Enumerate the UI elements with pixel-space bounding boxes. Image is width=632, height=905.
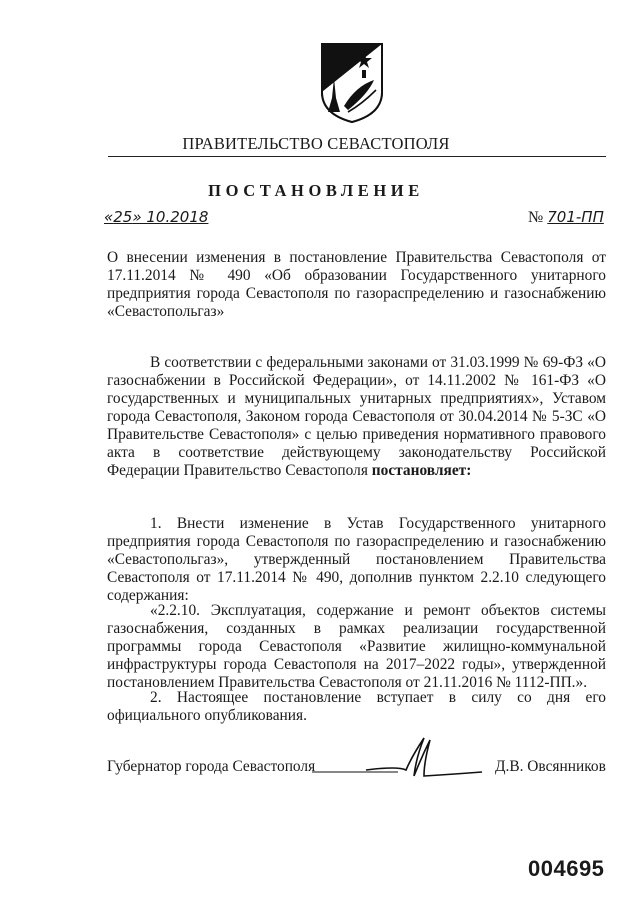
document-type: ПОСТАНОВЛЕНИЕ	[208, 181, 424, 200]
serial-number: 004695	[528, 856, 605, 881]
document-subject: О внесении изменения в постановление Правительства Севастополя от 17.11.2014 № 490 «Об образовании Государственного унитарного предприятия города Севастополя по газораспределению и газоснабжению «Севастопольгаз»	[107, 249, 606, 320]
preamble-resolves: постановляет:	[371, 462, 472, 479]
item-2: 2. Настоящее постановление вступает в силу со дня его официального опубликования.	[107, 689, 606, 724]
number-value: 701-ПП	[547, 208, 604, 226]
date-rest: » 10.2018	[132, 208, 209, 226]
government-title: ПРАВИТЕЛЬСТВО СЕВАСТОПОЛЯ	[182, 134, 450, 153]
handwritten-signature	[306, 736, 486, 782]
document-number	[528, 208, 604, 227]
signatory-position: Губернатор города Севастополя	[107, 758, 316, 775]
header-divider	[108, 156, 606, 157]
preamble-text: В соответствии с федеральными законами от 31.03.1999 № 69-ФЗ «О газоснабжении в Российской Федерации», от 14.11.2002 № 161-ФЗ «О государственных и муниципальных унитарных предприятиях», Уставом города Севастополя, Законом города Севастополя от 30.04.2014 № 5-ЗС «О Правительстве Севастополя» с целью приведения нормативного правового акта в соответствие действующему законодательству Российской Федерации Правительство Севастополя	[107, 354, 606, 479]
sevastopol-coat-of-arms-icon	[318, 42, 386, 124]
preamble	[107, 354, 606, 480]
item-1-quote: «2.2.10. Эксплуатация, содержание и ремонт объектов системы газоснабжения, созданных в рамках реализации государственной программы города Севастополя «Развитие жилищно-коммунальной инфраструктуры города Севастополя на 2017–2022 годы», утвержденной постановлением Правительства Севастополя от 21.11.2016 № 1112-ПП.».	[107, 602, 606, 691]
signatory-name: Д.В. Овсянников	[495, 758, 606, 775]
document-date	[104, 208, 208, 227]
number-prefix: №	[528, 209, 544, 226]
item-1: 1. Внести изменение в Устав Государственного унитарного предприятия города Севастополя по газораспределению и газоснабжению «Севастопольгаз», утвержденный постановлением Правительства Севастополя от 17.11.2014 № 490, дополнив пунктом 2.2.10 следующего содержания:	[107, 515, 606, 604]
date-open: «	[104, 208, 114, 226]
date-day: 25	[113, 208, 133, 226]
